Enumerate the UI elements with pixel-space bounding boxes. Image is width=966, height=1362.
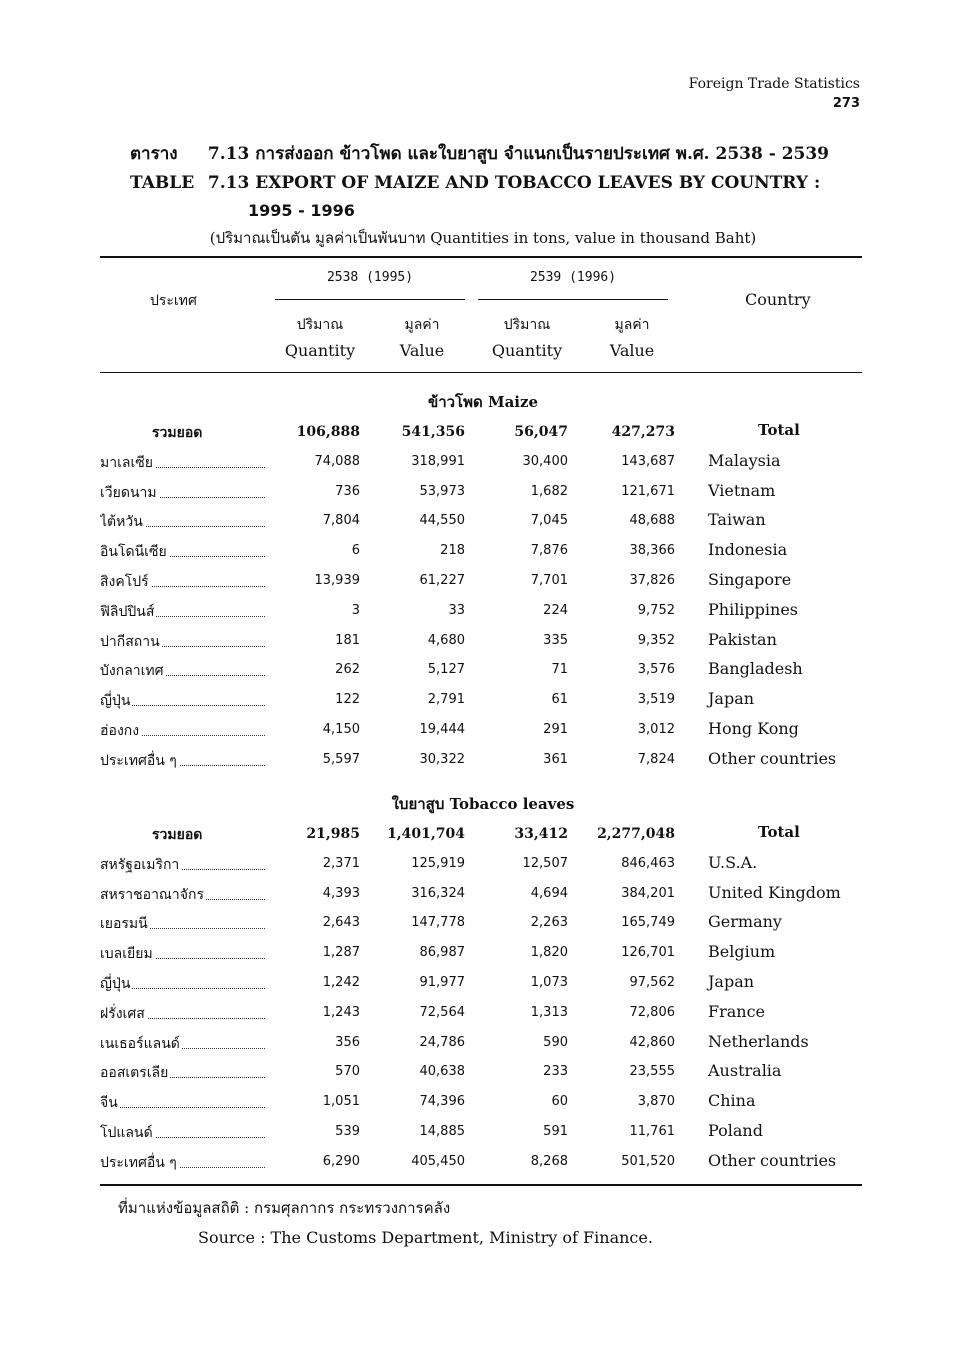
quantity-1996-cell: 233 [543,1064,568,1080]
total-row [100,820,862,849]
quantity-1996-cell: 361 [543,751,568,767]
quantity-1996-cell: 4,694 [530,885,568,901]
value-1996-cell: 9,752 [637,602,675,618]
year-header-1996: 2539 (1996) [529,270,617,285]
quantity-1995-cell: 570 [335,1064,360,1080]
quantity-1995-cell: 6,290 [322,1153,360,1169]
table-row [100,939,862,968]
subheader-quantity-thai: ปริมาณ [503,317,551,333]
table-row [100,909,862,938]
value-1996-cell: 7,824 [637,751,675,767]
value-1995-cell: 14,885 [419,1124,465,1139]
subheader-value-1996 [582,312,682,364]
table-row [100,1029,862,1058]
country-thai-name: เวียดนาม [100,484,157,501]
country-english-name: Total [758,421,800,439]
title-english-text: 7.13 EXPORT OF MAIZE AND TOBACCO LEAVES BY COUNTRY : [207,173,821,193]
subheader-quantity-1996 [477,312,577,364]
country-thai-name: จีน [100,1095,118,1112]
quantity-1995-cell: 74,088 [314,453,360,469]
country-thai-cell [100,601,265,623]
quantity-1996-cell: 335 [543,632,568,648]
country-thai-name: ญี่ปุ่น [100,693,131,710]
quantity-1995-cell: 4,393 [322,885,360,901]
value-1995-cell: 86,987 [419,945,465,961]
value-1996-cell: 48,688 [629,513,675,529]
country-thai-name: ประเทศอื่น ๆ [100,752,177,769]
country-thai-cell [100,1122,265,1144]
country-thai-name: ออสเตรเลีย [100,1065,169,1082]
table-row [100,537,862,566]
quantity-1995-cell: 356 [335,1034,360,1050]
country-thai-name: สหรัฐอเมริกา [100,856,180,873]
value-1995-cell: 1,401,704 [387,826,465,842]
value-1995-cell: 91,977 [419,975,465,990]
country-english-name: China [708,1091,756,1111]
country-thai-cell [100,660,265,682]
value-1995-cell: 405,450 [411,1153,465,1169]
quantity-1995-cell: 2,371 [322,855,360,871]
country-thai-name: ฟิลิปปินส์ [100,603,155,620]
country-thai-cell [100,913,265,935]
table-row [100,746,862,775]
subheader-value-english: Value [399,341,445,360]
value-1996-cell: 2,277,048 [597,826,675,842]
year-header-1995: 2538 (1995) [326,270,414,285]
value-1995-cell: 5,127 [427,662,465,678]
table-header [100,258,862,372]
value-1995-cell: 4,680 [427,632,465,648]
country-thai-cell [100,541,265,563]
value-1996-cell: 121,671 [621,483,675,499]
quantity-1995-cell: 5,597 [322,751,360,767]
subheader-value-english: Value [609,341,655,360]
quantity-1996-cell: 71 [551,662,568,678]
subheader-quantity-english: Quantity [491,341,563,360]
title-block [130,140,870,224]
quantity-1996-cell: 1,313 [530,1004,568,1020]
title-years: 1995 - 1996 [248,201,355,220]
country-english-name: Indonesia [708,540,788,560]
country-english-name: Australia [708,1061,782,1081]
page-header [689,74,860,114]
country-thai-name: เยอรมนี [100,916,148,933]
section-title: ข้าวโพด Maize [427,393,539,411]
quantity-1995-cell: 539 [335,1124,360,1139]
quantity-1996-cell: 7,701 [530,573,568,588]
year-underline-1995 [275,299,465,300]
header-rule [100,372,862,373]
country-thai-cell [100,452,265,474]
table-row [100,716,862,745]
country-thai-name: โปแลนด์ [100,1125,153,1141]
country-english-name: Malaysia [708,450,781,470]
country-thai-name: มาเลเซีย [100,454,153,471]
country-english-name: U.S.A. [708,852,758,872]
value-1995-cell: 74,396 [419,1094,465,1110]
value-1996-cell: 38,366 [629,543,675,559]
quantity-1996-cell: 33,412 [514,826,568,842]
value-1995-cell: 218 [440,543,465,559]
unit-note: (ปริมาณเป็นตัน มูลค่าเป็นพันบาท Quantities in tons, value in thousand Baht) [209,229,757,247]
subheader-quantity-thai: ปริมาณ [296,317,344,333]
subheader-value-1995 [372,312,472,364]
value-1995-cell: 53,973 [419,483,465,499]
value-1995-cell: 40,638 [419,1064,465,1080]
subheader-value-thai: มูลค่า [404,317,440,333]
country-english-name: Hong Kong [708,719,799,738]
country-thai-cell [100,750,265,772]
country-thai-name: สิงคโปร์ [100,574,149,590]
quantity-1995-cell: 1,243 [322,1004,360,1020]
quantity-1995-cell: 262 [335,662,360,678]
value-1995-cell: 19,444 [419,722,465,737]
quantity-1996-cell: 2,263 [530,915,568,931]
title-english-label: TABLE [130,173,195,193]
quantity-1996-cell: 60 [551,1094,568,1110]
column-header-country-thai: ประเทศ [150,293,197,309]
value-1996-cell: 9,352 [637,632,675,648]
value-1995-cell: 2,791 [427,692,465,708]
quantity-1995-cell: 1,242 [322,975,360,990]
country-thai-cell [100,482,265,504]
country-thai-name: ประเทศอื่น ๆ [100,1154,177,1171]
year-underline-1996 [478,299,668,300]
subheader-quantity-english: Quantity [284,341,356,360]
country-thai-cell [100,511,265,533]
total-row [100,418,862,447]
country-english-name: France [708,1001,766,1021]
quantity-1995-cell: 736 [335,483,360,499]
quantity-1995-cell: 181 [335,632,360,648]
value-1995-cell: 30,322 [419,751,465,767]
value-1996-cell: 384,201 [621,885,675,901]
country-thai-name: บังกลาเทศ [100,663,164,680]
value-1995-cell: 72,564 [419,1004,465,1020]
country-thai-name: ญี่ปุ่น [100,976,131,992]
source-english: Source : The Customs Department, Ministry of Finance. [198,1228,653,1247]
quantity-1996-cell: 8,268 [530,1153,568,1169]
quantity-1995-cell: 122 [335,692,360,708]
country-english-name: Japan [708,972,755,991]
quantity-1996-cell: 590 [543,1034,568,1050]
value-1996-cell: 23,555 [629,1064,675,1080]
value-1996-cell: 72,806 [629,1004,675,1020]
quantity-1996-cell: 1,682 [530,483,568,499]
table-row [100,880,862,909]
quantity-1995-cell: 3 [351,602,360,618]
value-1995-cell: 316,324 [411,885,465,901]
country-english-name: Singapore [708,570,792,589]
quantity-1995-cell: 1,287 [322,945,360,961]
quantity-1996-cell: 12,507 [522,855,568,871]
bottom-rule [100,1184,862,1186]
value-1995-cell: 44,550 [419,513,465,529]
country-thai-cell [100,854,265,876]
table-row [100,656,862,685]
table-row [100,1148,862,1177]
table-row [100,1088,862,1117]
country-english-name: Pakistan [708,629,777,649]
country-thai-name: เบลเยียม [100,946,153,963]
table-row [100,969,862,998]
quantity-1996-cell: 1,073 [530,975,568,990]
quantity-1996-cell: 61 [551,692,568,708]
country-english-name: Germany [708,912,782,932]
quantity-1996-cell: 56,047 [514,424,568,440]
quantity-1995-cell: 7,804 [322,513,360,529]
value-1996-cell: 846,463 [621,855,675,871]
country-thai-name: ฮ่องกง [100,723,140,739]
quantity-1996-cell: 30,400 [522,453,568,469]
title-thai [130,140,870,169]
table-row [100,1058,862,1087]
quantity-1995-cell: 6 [351,543,360,559]
table-row [100,567,862,596]
quantity-1995-cell: 1,051 [322,1094,360,1110]
subheader-quantity-1995 [270,312,370,364]
quantity-1995-cell: 21,985 [306,826,360,842]
quantity-1996-cell: 7,045 [530,513,568,529]
quantity-1996-cell: 1,820 [530,945,568,961]
country-thai-name: ไต้หวัน [100,514,143,531]
title-thai-label: ตาราง [130,144,178,164]
table-row [100,627,862,656]
value-1995-cell: 61,227 [419,573,465,588]
table-row [100,686,862,715]
value-1995-cell: 33 [448,602,465,618]
country-thai-cell [100,571,265,593]
section-title: ใบยาสูบ Tobacco leaves [391,795,575,813]
quantity-1995-cell: 4,150 [322,722,360,737]
country-thai-cell [100,1152,265,1174]
column-header-country-english: Country [745,290,811,309]
country-english-name: Netherlands [708,1031,809,1051]
value-1996-cell: 11,761 [629,1124,675,1139]
value-1996-cell: 3,012 [637,722,675,737]
country-thai-name: อินโดนีเซีย [100,544,167,561]
country-thai-name: ปากีสถาน [100,633,160,650]
value-1995-cell: 125,919 [411,855,465,871]
value-1996-cell: 165,749 [621,915,675,931]
quantity-1996-cell: 224 [543,602,568,618]
table-row [100,478,862,507]
table-row [100,448,862,477]
quantity-1996-cell: 291 [543,722,568,737]
country-english-name: Total [758,823,800,841]
source-thai: ที่มาแห่งข้อมูลสถิติ : กรมศุลกากร กระทรวงการคลัง [118,1199,451,1217]
value-1996-cell: 97,562 [629,975,675,990]
quantity-1995-cell: 106,888 [296,424,360,440]
country-english-name: Belgium [708,942,776,962]
quantity-1995-cell: 2,643 [322,915,360,931]
country-english-name: Philippines [708,599,799,619]
quantity-1996-cell: 7,876 [530,543,568,559]
country-thai-cell [100,943,265,965]
country-thai-name: ฝรั่งเศส [100,1005,145,1022]
country-thai-name: เนเธอร์แลนด์ [100,1035,180,1052]
title-english [130,169,870,198]
value-1996-cell: 3,576 [637,662,675,678]
country-english-name: Bangladesh [708,659,803,679]
table-row [100,1118,862,1147]
value-1996-cell: 427,273 [611,424,675,440]
country-thai-cell [100,720,265,742]
page-number: 273 [832,96,860,111]
country-english-name: Other countries [708,1150,837,1170]
country-thai-cell [100,690,265,712]
value-1996-cell: 37,826 [629,573,675,588]
value-1995-cell: 541,356 [401,424,465,440]
table-row [100,999,862,1028]
value-1995-cell: 24,786 [419,1034,465,1050]
value-1996-cell: 42,860 [629,1034,675,1050]
value-1996-cell: 501,520 [621,1153,675,1169]
country-english-name: Poland [708,1121,763,1140]
country-thai-cell [100,1003,265,1025]
country-english-name: Taiwan [708,510,766,530]
country-thai-name: สหราชอาณาจักร [100,886,204,903]
country-english-name: United Kingdom [708,882,841,902]
subheader-value-thai: มูลค่า [614,317,650,333]
table-row [100,850,862,879]
value-1996-cell: 143,687 [621,453,675,469]
value-1996-cell: 126,701 [621,945,675,961]
country-thai-name: รวมยอด [152,425,203,441]
country-thai-cell [100,1033,265,1055]
quantity-1995-cell: 13,939 [314,573,360,588]
title-thai-text: 7.13 การส่งออก ข้าวโพด และใบยาสูบ จำแนกเป็นรายประเทศ พ.ศ. 2538 - 2539 [207,144,830,164]
table-row [100,597,862,626]
country-thai-cell [100,884,265,906]
country-english-name: Japan [708,689,755,709]
value-1995-cell: 318,991 [411,453,465,469]
series-title: Foreign Trade Statistics [688,76,860,92]
country-thai-cell [100,631,265,653]
country-english-name: Other countries [708,748,837,768]
value-1996-cell: 3,870 [637,1094,675,1110]
country-thai-cell [100,1092,265,1114]
quantity-1996-cell: 591 [543,1124,568,1139]
country-thai-cell [100,973,265,995]
country-thai-name: รวมยอด [152,827,203,843]
country-thai-cell [100,1062,265,1084]
country-english-name: Vietnam [708,480,776,500]
value-1996-cell: 3,519 [637,692,675,708]
table-row [100,507,862,536]
value-1995-cell: 147,778 [411,915,465,931]
